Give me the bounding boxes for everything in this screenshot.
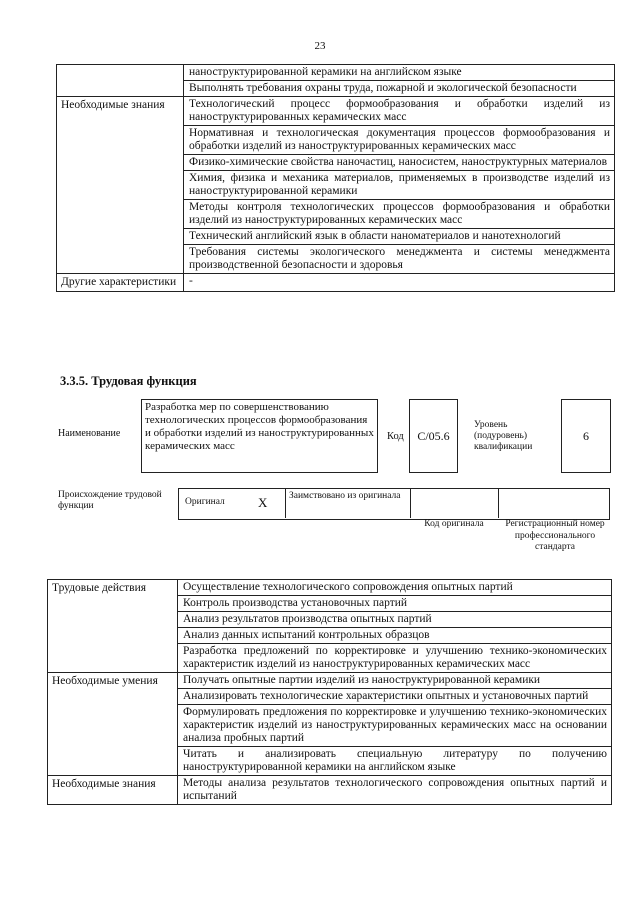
level-label: Уровень (подуровень) квалификации: [474, 420, 533, 452]
list-item: Анализ результатов производства опытных партий: [178, 612, 611, 628]
origin-label: Происхождение трудовой функции: [58, 490, 162, 511]
row-label: Необходимые знания: [57, 97, 184, 274]
original-mark: X: [258, 495, 268, 510]
code-label: Код: [387, 431, 404, 442]
divider: [498, 488, 499, 518]
list-item: Получать опытные партии изделий из наноструктурированной керамики: [178, 673, 611, 689]
name-label: Наименование: [58, 428, 121, 439]
original-label: Оригинал: [185, 497, 225, 507]
level-box: [561, 399, 611, 473]
table-continuation: [56, 64, 615, 292]
borrowed-label: Заимствовано из оригинала: [289, 491, 401, 501]
list-item: Нормативная и технологическая документация процессов формообразования и обработки изделий из наноструктурированных керамических масс: [184, 126, 614, 155]
list-item: Осуществление технологического сопровождения опытных партий: [178, 580, 611, 596]
list-item: -: [189, 275, 193, 287]
table-row: [48, 673, 612, 776]
list-item: Анализировать технологические характеристики опытных и установочных партий: [178, 689, 611, 705]
list-item: наноструктурированной керамики на английском языке: [184, 65, 614, 81]
row-label: Необходимые знания: [48, 776, 178, 805]
table-row: [48, 580, 612, 673]
table-row: [48, 776, 612, 805]
reg-number-caption: Регистрационный номер профессионального стандарта: [505, 519, 605, 552]
list-item: Контроль производства установочных партий: [178, 596, 611, 612]
table-row: [57, 274, 615, 292]
function-name-value: Разработка мер по совершенствованию технологических процессов формообразования и обработки изделий из наноструктурированных керамических масс: [145, 401, 374, 452]
table-row: [57, 97, 615, 274]
divider: [410, 488, 411, 518]
list-item: Методы анализа результатов технологического сопровождения опытных партий и испытаний: [183, 777, 607, 802]
divider: [285, 488, 286, 518]
row-label: Другие характеристики: [57, 274, 184, 292]
list-item: Методы контроля технологических процессов формообразования и обработки изделий из наноструктурированных керамических масс: [184, 200, 614, 229]
list-item: Химия, физика и механика материалов, применяемых в производстве изделий из наноструктурированной керамики: [184, 171, 614, 200]
list-item: Разработка предложений по корректировке и улучшению технико-экономических характеристик изделий из наноструктурированных керамических масс: [183, 645, 607, 670]
list-item: Физико-химические свойства наночастиц, наносистем, наноструктурных материалов: [184, 155, 614, 171]
section-heading: 3.3.5. Трудовая функция: [60, 374, 197, 388]
list-item: Выполнять требования охраны труда, пожарной и экологической безопасности: [189, 82, 577, 94]
code-original-caption: Код оригинала: [424, 519, 484, 529]
list-item: Анализ данных испытаний контрольных образцов: [178, 628, 611, 644]
list-item: Формулировать предложения по корректировке и улучшению технико-экономических характеристик изделий из наноструктурированных керамических масс на основании анализа пробных партий: [178, 705, 611, 747]
row-label: Необходимые умения: [48, 673, 178, 776]
list-item: Читать и анализировать специальную литературу по получению наноструктурированной керамики на английском языке: [183, 748, 607, 773]
table-labor-function: [47, 579, 612, 805]
list-item: Технический английский язык в области наноматериалов и нанотехнологий: [184, 229, 614, 245]
row-label: Трудовые действия: [48, 580, 178, 673]
table-row: [57, 65, 615, 97]
level-value: 6: [583, 428, 589, 443]
function-name-box: [141, 399, 378, 473]
code-value: C/05.6: [417, 428, 450, 443]
code-box: [409, 399, 458, 473]
page-number: 23: [314, 40, 326, 52]
list-item: Технологический процесс формообразования и обработки изделий из наноструктурированных керамических масс: [184, 97, 614, 126]
list-item: Требования системы экологического менеджмента и системы менеджмента производственной безопасности и здоровья: [189, 246, 610, 271]
row-label: [57, 65, 184, 97]
